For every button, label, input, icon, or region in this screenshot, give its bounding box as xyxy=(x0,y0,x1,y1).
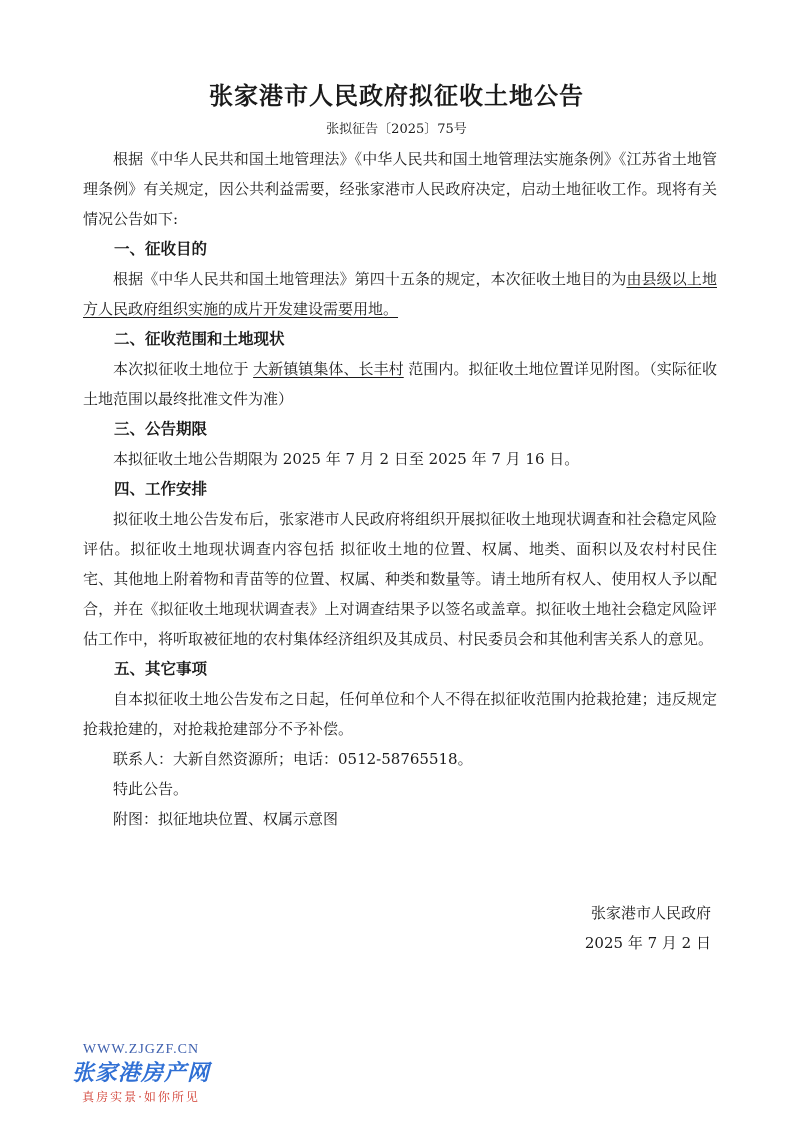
watermark-url: WWW.ZJGZF.CN xyxy=(82,1042,200,1057)
other-paragraph: 自本拟征收土地公告发布之日起，任何单位和个人不得在拟征收范围内抢栽抢建；违反规定抢栽抢建的，对抢栽抢建部分不予补偿。 xyxy=(83,690,717,738)
purpose-text: 根据《中华人民共和国土地管理法》第四十五条的规定，本次征收土地目的为 xyxy=(113,270,627,288)
purpose-paragraph xyxy=(83,264,717,324)
watermark-logo-text: 张家港房产网 xyxy=(71,1061,210,1086)
document-title: 张家港市人民政府拟征收土地公告 xyxy=(209,82,584,110)
section-heading-other: 五、其它事项 xyxy=(114,660,208,678)
site-watermark xyxy=(66,1040,216,1106)
issue-date: 2025 年 7 月 2 日 xyxy=(584,934,711,952)
section-heading-scope: 二、征收范围和土地现状 xyxy=(114,330,285,348)
section-heading-period: 三、公告期限 xyxy=(114,420,208,438)
scope-text-prefix: 本次拟征收土地位于 xyxy=(113,360,249,378)
arrangement-paragraph: 拟征收土地公告发布后，张家港市人民政府将组织开展拟征收土地现状调查和社会稳定风险评估。拟征收土地现状调查内容包括 拟征收土地的位置、权属、地类、面积以及农村村民住宅、其他地上附着物和青苗等的位置、权属、种类和数量等。请土地所有权人、使用权人予以配合，并在《拟征收土地现状调查表》上对调查结果予以签名或盖章。拟征收土地社会稳定风险评估工作中，将听取被征地的农村集体经济组织及其成员、村民委员会和其他利害关系人的意见。 xyxy=(83,510,717,648)
issuer-name: 张家港市人民政府 xyxy=(590,904,711,922)
document-number: 张拟征告〔2025〕75号 xyxy=(326,122,467,137)
notice-line: 特此公告。 xyxy=(113,780,189,798)
contact-line: 联系人：大新自然资源所；电话：0512-58765518。 xyxy=(113,750,473,768)
scope-location: 大新镇镇集体、长丰村 xyxy=(253,360,404,378)
section-heading-arrangement: 四、工作安排 xyxy=(114,480,208,498)
section-heading-purpose: 一、征收目的 xyxy=(114,240,208,258)
signature-block xyxy=(585,898,711,958)
attachment-line: 附图：拟征地块位置、权属示意图 xyxy=(113,810,339,828)
scope-paragraph xyxy=(83,354,717,414)
period-paragraph: 本拟征收土地公告期限为 2025 年 7 月 2 日至 2025 年 7 月 16 日。 xyxy=(113,450,580,468)
watermark-slogan: 真房实景·如你所见 xyxy=(82,1090,200,1104)
intro-paragraph: 根据《中华人民共和国土地管理法》《中华人民共和国土地管理法实施条例》《江苏省土地管理条例》有关规定，因公共利益需要，经张家港市人民政府决定，启动土地征收工作。现将有关情况公告如下: xyxy=(83,150,717,228)
document-body xyxy=(83,144,717,834)
scope-text-suffix: 范围内。拟征收土地位置详见附图。（实际征收土地范围以最终批准文件为准） xyxy=(83,360,717,408)
purpose-underlined-text: 由县级以上地方人民政府组织实施的成片开发建设需要用地。 xyxy=(83,270,717,318)
